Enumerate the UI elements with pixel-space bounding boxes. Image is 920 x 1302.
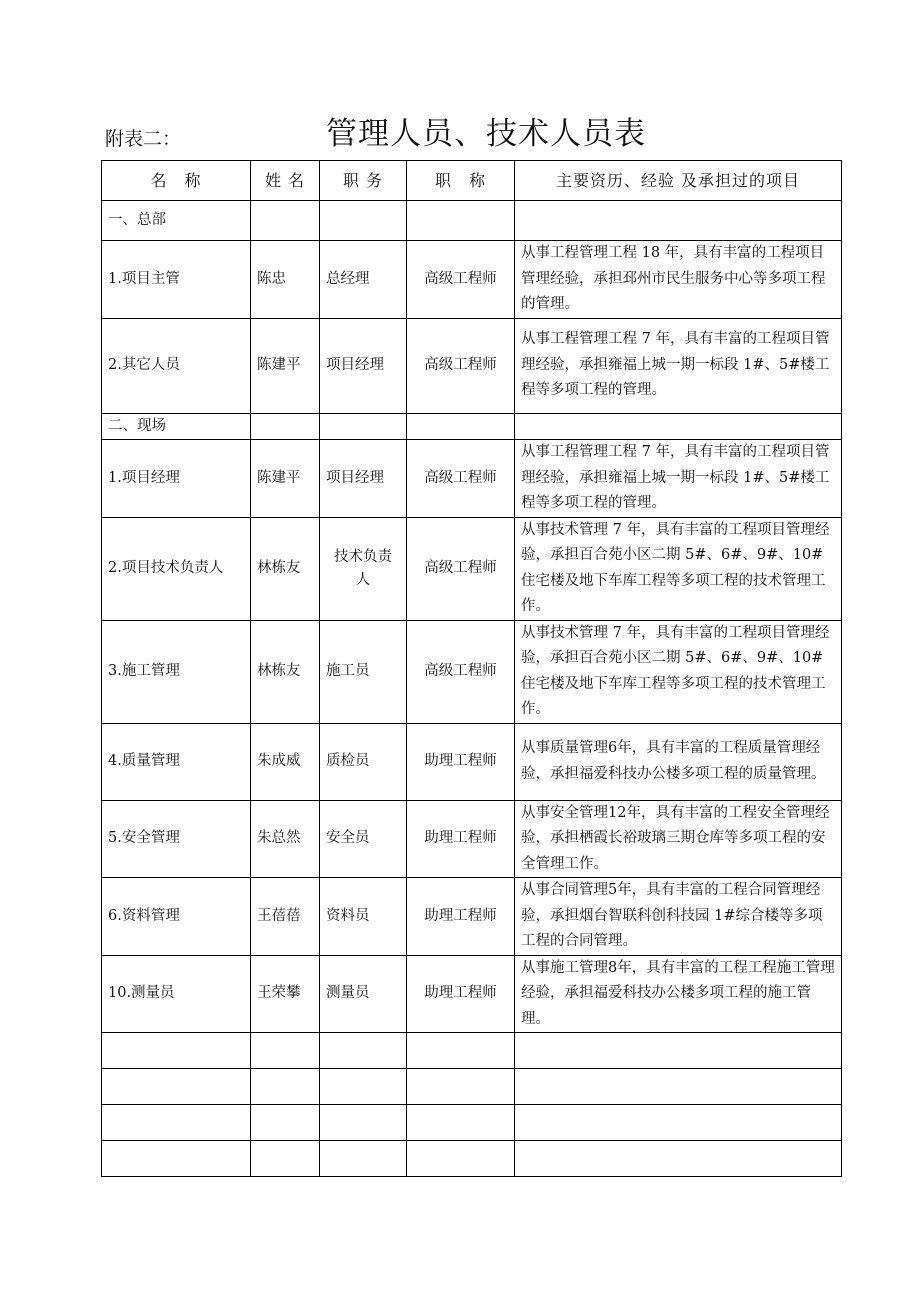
cell-duty: 技术负责人 <box>320 517 407 620</box>
empty-row <box>102 1033 842 1069</box>
table-header-row <box>102 161 842 201</box>
cell-experience <box>515 1033 842 1069</box>
cell-duty <box>320 1141 407 1177</box>
cell-duty: 安全员 <box>320 800 407 878</box>
cell-experience <box>515 201 842 241</box>
cell-rank: 高级工程师 <box>407 318 515 413</box>
cell-duty: 资料员 <box>320 878 407 956</box>
cell-rank: 助理工程师 <box>407 878 515 956</box>
cell-person <box>251 1069 320 1105</box>
cell-person: 林栋友 <box>251 620 320 723</box>
cell-person: 王蓓蓓 <box>251 878 320 956</box>
cell-duty <box>320 201 407 241</box>
column-header-rank: 职 称 <box>407 161 515 201</box>
cell-rank <box>407 201 515 241</box>
cell-name: 一、总部 <box>102 201 251 241</box>
staff-table <box>101 160 842 1177</box>
cell-person <box>251 1141 320 1177</box>
cell-rank: 助理工程师 <box>407 955 515 1033</box>
cell-rank: 高级工程师 <box>407 620 515 723</box>
cell-name: 4.质量管理 <box>102 723 251 800</box>
cell-rank <box>407 1105 515 1141</box>
cell-duty <box>320 413 407 440</box>
cell-person: 王荣攀 <box>251 955 320 1033</box>
cell-duty: 质检员 <box>320 723 407 800</box>
column-header-name: 名 称 <box>102 161 251 201</box>
cell-duty: 总经理 <box>320 241 407 319</box>
cell-name: 3.施工管理 <box>102 620 251 723</box>
cell-name <box>102 1033 251 1069</box>
cell-duty <box>320 1105 407 1141</box>
cell-experience: 从事施工管理8年，具有丰富的工程工程施工管理经验，承担福爱科技办公楼多项工程的施工管理。 <box>515 955 842 1033</box>
cell-person <box>251 201 320 241</box>
cell-rank: 高级工程师 <box>407 517 515 620</box>
cell-person: 朱总然 <box>251 800 320 878</box>
cell-rank <box>407 1069 515 1105</box>
cell-rank: 助理工程师 <box>407 723 515 800</box>
section-row-headquarters <box>102 201 842 241</box>
cell-duty: 测量员 <box>320 955 407 1033</box>
cell-experience <box>515 1105 842 1141</box>
cell-person <box>251 413 320 440</box>
cell-experience: 从事技术管理 7 年，具有丰富的工程项目管理经验，承担百合苑小区二期 5#、6#、9#、10#住宅楼及地下车库工程等多项工程的技术管理工作。 <box>515 517 842 620</box>
table-row <box>102 440 842 518</box>
column-header-duty: 职 务 <box>320 161 407 201</box>
cell-rank <box>407 1141 515 1177</box>
cell-name: 二、现场 <box>102 413 251 440</box>
cell-duty: 施工员 <box>320 620 407 723</box>
cell-rank <box>407 413 515 440</box>
cell-name: 5.安全管理 <box>102 800 251 878</box>
cell-name: 2.其它人员 <box>102 318 251 413</box>
cell-duty <box>320 1033 407 1069</box>
cell-experience: 从事质量管理6年，具有丰富的工程质量管理经验，承担福爱科技办公楼多项工程的质量管理。 <box>515 723 842 800</box>
cell-name: 1.项目主管 <box>102 241 251 319</box>
cell-name: 6.资料管理 <box>102 878 251 956</box>
cell-rank: 高级工程师 <box>407 440 515 518</box>
cell-person <box>251 1105 320 1141</box>
cell-rank: 高级工程师 <box>407 241 515 319</box>
cell-experience <box>515 1069 842 1105</box>
empty-row <box>102 1105 842 1141</box>
table-row <box>102 723 842 800</box>
cell-duty: 项目经理 <box>320 440 407 518</box>
cell-name: 2.项目技术负责人 <box>102 517 251 620</box>
cell-name <box>102 1069 251 1105</box>
cell-person <box>251 1033 320 1069</box>
cell-person: 林栋友 <box>251 517 320 620</box>
attachment-label: 附表二： <box>105 128 182 150</box>
cell-experience: 从事工程管理工程 18 年，具有丰富的工程项目管理经验，承担邳州市民生服务中心等多项工程的管理。 <box>515 241 842 319</box>
cell-duty <box>320 1069 407 1105</box>
cell-experience: 从事工程管理工程 7 年，具有丰富的工程项目管理经验，承担雍福上城一期一标段 1#、5#楼工程等多项工程的管理。 <box>515 318 842 413</box>
table-row <box>102 517 842 620</box>
cell-name: 1.项目经理 <box>102 440 251 518</box>
cell-experience <box>515 413 842 440</box>
cell-experience: 从事合同管理5年，具有丰富的工程合同管理经验，承担烟台智联科创科技园 1#综合楼等多项工程的合同管理。 <box>515 878 842 956</box>
cell-person: 陈建平 <box>251 440 320 518</box>
cell-experience: 从事安全管理12年，具有丰富的工程安全管理经验，承担栖霞长裕玻璃三期仓库等多项工程的安全管理工作。 <box>515 800 842 878</box>
table-row <box>102 955 842 1033</box>
cell-name: 10.测量员 <box>102 955 251 1033</box>
cell-duty: 项目经理 <box>320 318 407 413</box>
section-row-site <box>102 413 842 440</box>
cell-rank <box>407 1033 515 1069</box>
cell-name <box>102 1141 251 1177</box>
cell-experience: 从事工程管理工程 7 年，具有丰富的工程项目管理经验，承担雍福上城一期一标段 1#、5#楼工程等多项工程的管理。 <box>515 440 842 518</box>
table-row <box>102 318 842 413</box>
page-title: 管理人员、技术人员表 <box>326 116 646 152</box>
column-header-person: 姓 名 <box>251 161 320 201</box>
cell-person: 陈忠 <box>251 241 320 319</box>
cell-person: 朱成威 <box>251 723 320 800</box>
cell-experience: 从事技术管理 7 年，具有丰富的工程项目管理经验，承担百合苑小区二期 5#、6#、9#、10#住宅楼及地下车库工程等多项工程的技术管理工作。 <box>515 620 842 723</box>
cell-experience <box>515 1141 842 1177</box>
empty-row <box>102 1069 842 1105</box>
table-row <box>102 620 842 723</box>
table-row <box>102 878 842 956</box>
cell-rank: 助理工程师 <box>407 800 515 878</box>
table-row <box>102 800 842 878</box>
table-row <box>102 241 842 319</box>
column-header-experience: 主要资历、经验 及承担过的项目 <box>515 161 842 201</box>
cell-name <box>102 1105 251 1141</box>
cell-person: 陈建平 <box>251 318 320 413</box>
empty-row <box>102 1141 842 1177</box>
